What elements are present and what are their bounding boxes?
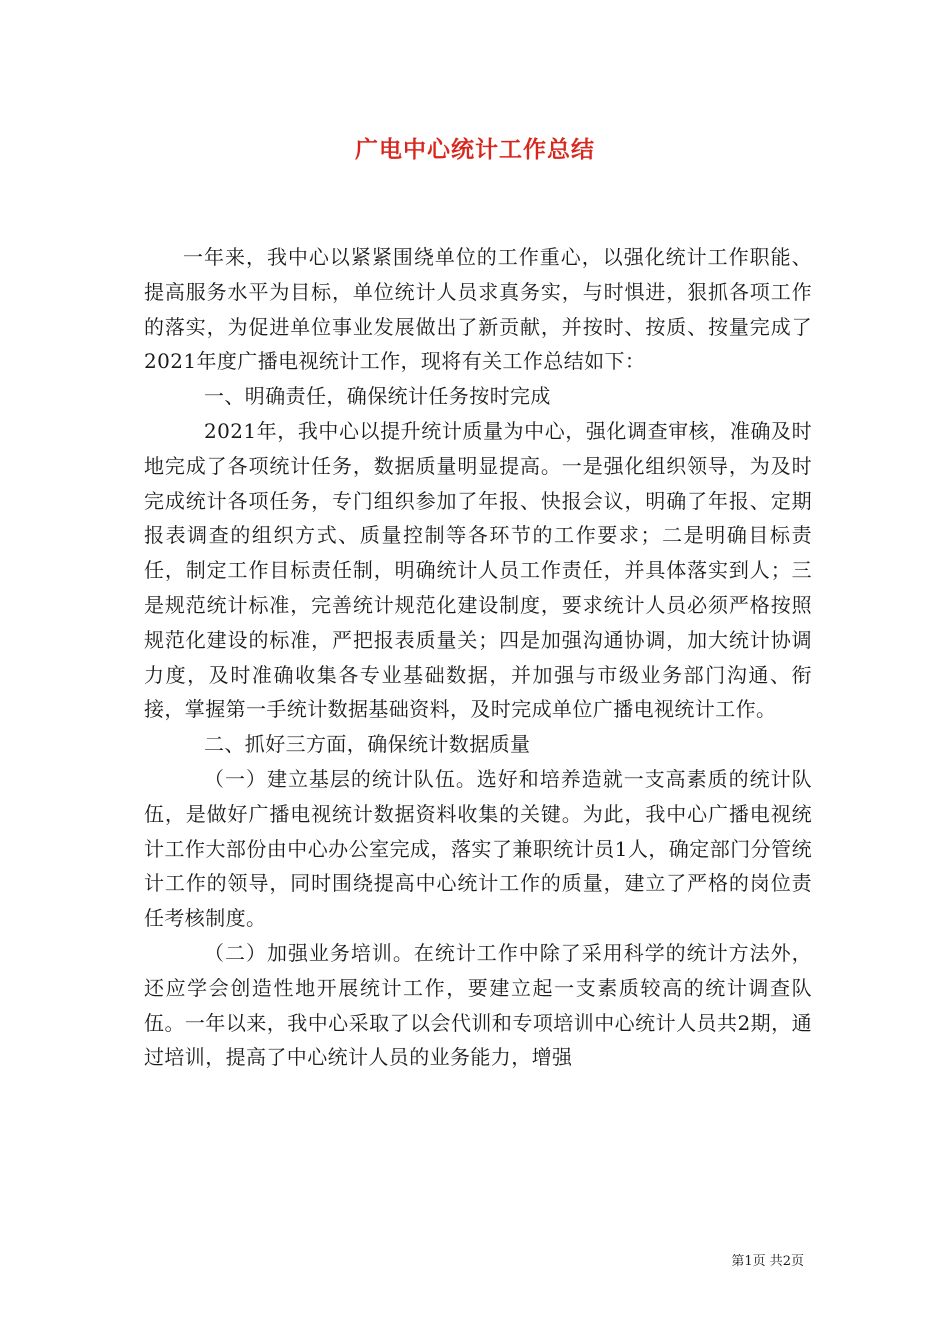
document-title: 广电中心统计工作总结 bbox=[355, 136, 595, 163]
subsection-1-paragraph: （一）建立基层的统计队伍。选好和培养造就一支高素质的统计队伍，是做好广播电视统计数据资料收集的关键。为此，我中心广播电视统计工作大部份由中心办公室完成，落实了兼职统计员1人，确定部门分管统计工作的领导，同时围绕提高中心统计工作的质量，建立了严格的岗位责任考核制度。 bbox=[144, 766, 812, 931]
subsection-2-paragraph: （二）加强业务培训。在统计工作中除了采用科学的统计方法外，还应学会创造性地开展统计工作，要建立起一支素质较高的统计调查队伍。一年以来，我中心采取了以会代训和专项培训中心统计人员共2期，通过培训，提高了中心统计人员的业务能力，增强 bbox=[144, 940, 812, 1070]
page-number-footer: 第1页 共2页 bbox=[731, 1254, 804, 1269]
section-heading-1: 一、明确责任，确保统计任务按时完成 bbox=[204, 384, 551, 409]
section-heading-2: 二、抓好三方面，确保统计数据质量 bbox=[204, 732, 531, 757]
document-body bbox=[144, 240, 812, 1075]
intro-paragraph: 一年来，我中心以紧紧围绕单位的工作重心，以强化统计工作职能、提高服务水平为目标，单位统计人员求真务实，与时惧进，狠抓各项工作的落实，为促进单位事业发展做出了新贡献，并按时、按质、按量完成了2021年度广播电视统计工作，现将有关工作总结如下： bbox=[144, 245, 812, 374]
section-1-paragraph: 2021年，我中心以提升统计质量为中心，强化调查审核，准确及时地完成了各项统计任务，数据质量明显提高。一是强化组织领导，为及时完成统计各项任务，专门组织参加了年报、快报会议，明确了年报、定期报表调查的组织方式、质量控制等各环节的工作要求；二是明确目标责任，制定工作目标责任制，明确统计人员工作责任，并具体落实到人；三是规范统计标准，完善统计规范化建设制度，要求统计人员必须严格按照规范化建设的标准，严把报表质量关；四是加强沟通协调，加大统计协调力度，及时准确收集各专业基础数据，并加强与市级业务部门沟通、衔接，掌握第一手统计数据基础资料，及时完成单位广播电视统计工作。 bbox=[144, 418, 812, 722]
